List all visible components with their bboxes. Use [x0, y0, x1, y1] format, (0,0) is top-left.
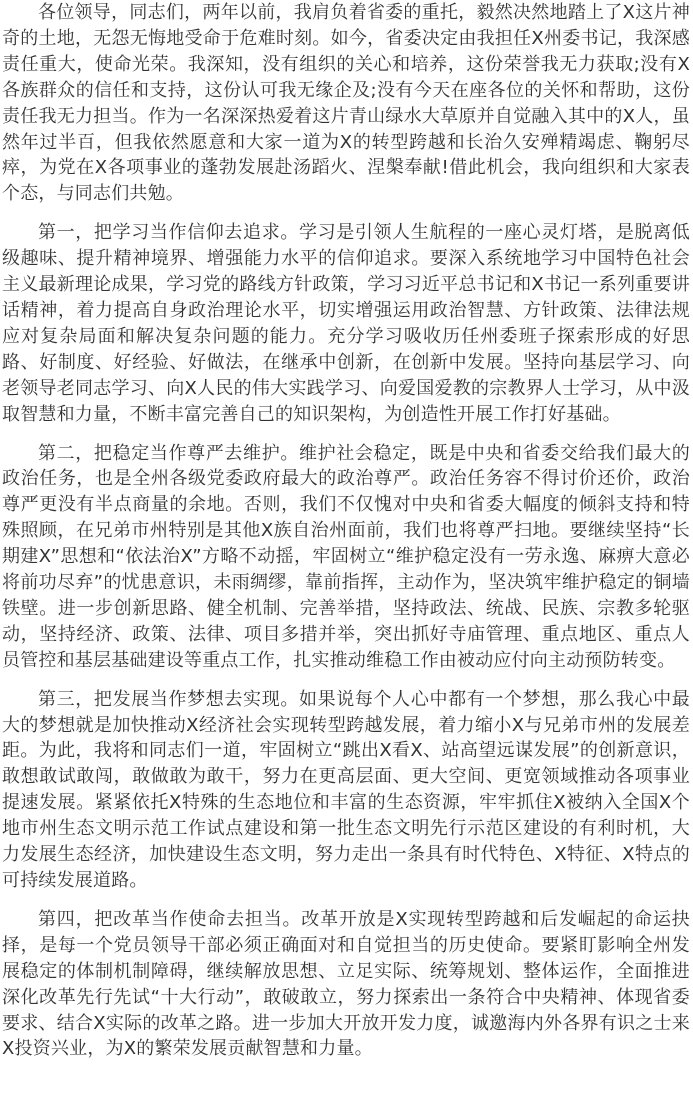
paragraph-intro: 各位领导，同志们，两年以前，我肩负着省委的重托，毅然决然地踏上了X这片神奇的土地，无怨无悔地受命于危难时刻。如今，省委决定由我担任X州委书记，我深感责任重大，使命光荣。我深知，没有组织的关心和培养，这份荣誉我无力获取;没有X各族群众的信任和支持，这份认可我无缘企及;没有今天在座各位的关怀和帮助，这份责任我无力担当。作为一名深深热爱着这片青山绿水大草原并自觉融入其中的X人，虽然年过半百，但我依然愿意和大家一道为X的转型跨越和长治久安殚精竭虑、鞠躬尽瘁，为党在X各项事业的蓬勃发展赴汤蹈火、涅槃奉献!借此机会，我向组织和大家表个态，与同志们共勉。: [2, 2, 690, 205]
paragraph-development: 第三，把发展当作梦想去实现。如果说每个人心中都有一个梦想，那么我心中最大的梦想就是加快推动X经济社会实现转型跨越发展，着力缩小X与兄弟市州的发展差距。为此，我将和同志们一道，牢固树立“跳出X看X、站高望远谋发展”的创新意识，敢想敢试敢闯，敢做敢为敢干，努力在更高层面、更大空间、更宽领域推动各项事业提速发展。紧紧依托X特殊的生态地位和丰富的生态资源，牢牢抓住X被纳入全国X个地市州生态文明示范工作试点建设和第一批生态文明先行示范区建设的有利时机，大力发展生态经济，加快建设生态文明，努力走出一条具有时代特色、X特征、X特点的可持续发展道路。: [2, 688, 690, 891]
paragraph-stability: 第二，把稳定当作尊严去维护。维护社会稳定，既是中央和省委交给我们最大的政治任务，也是全州各级党委政府最大的政治尊严。政治任务容不得讨价还价，政治尊严更没有半点商量的余地。否则，我们不仅愧对中央和省委大幅度的倾斜支持和特殊照顾，在兄弟市州特别是其他X族自治州面前，我们也将尊严扫地。要继续坚持“长期建X”思想和“依法治X”方略不动摇，牢固树立“维护稳定没有一劳永逸、麻痹大意必将前功尽弃”的忧患意识，未雨绸缪，靠前指挥，主动作为，坚决筑牢维护稳定的铜墙铁壁。进一步创新思路、健全机制、完善举措，坚持政法、统战、民族、宗教多轮驱动，坚持经济、政策、法律、项目多措并举，突出抓好寺庙管理、重点地区、重点人员管控和基层基础建设等重点工作，扎实推动维稳工作由被动应付向主动预防转变。: [2, 442, 690, 671]
paragraph-reform: 第四，把改革当作使命去担当。改革开放是X实现转型跨越和后发崛起的命运抉择，是每一个党员领导干部必须正确面对和自觉担当的历史使命。要紧盯影响全州发展稳定的体制机制障碍，继续解放思想、立足实际、统筹规划、整体运作，全面推进深化改革先行先试“十大行动”，敢破敢立，努力探索出一条符合中央精神、体现省委要求、结合X实际的改革之路。进一步加大开放开发力度，诚邀海内外各界有识之士来X投资兴业，为X的繁荣发展贡献智慧和力量。: [2, 908, 690, 1060]
paragraph-study: 第一，把学习当作信仰去追求。学习是引领人生航程的一座心灵灯塔，是脱离低级趣味、提升精神境界、增强能力水平的信仰追求。要深入系统地学习中国特色社会主义最新理论成果，学习党的路线方针政策，学习习近平总书记和X书记一系列重要讲话精神，着力提高自身政治理论水平，切实增强运用政治智慧、方针政策、法律法规应对复杂局面和解决复杂问题的能力。充分学习吸收历任州委班子探索形成的好思路、好制度、好经验、好做法，在继承中创新，在创新中发展。坚持向基层学习、向老领导老同志学习、向X人民的伟大实践学习、向爱国爱教的宗教界人士学习，从中汲取智慧和力量，不断丰富完善自己的知识架构，为创造性开展工作打好基础。: [2, 222, 690, 425]
